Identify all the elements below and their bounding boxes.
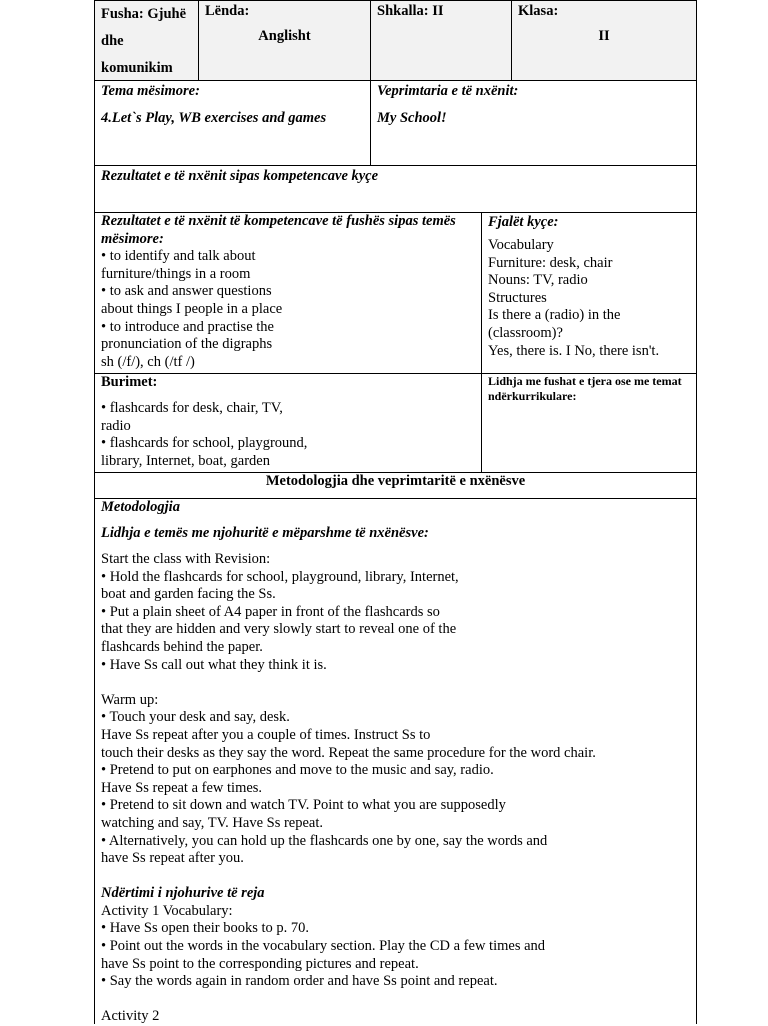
rezultat-line: • to ask and answer questions xyxy=(101,283,272,300)
rezultat-line: • to identify and talk about xyxy=(101,248,256,265)
rezultatet-fushes-cell xyxy=(95,213,482,373)
rezultatet-fushes-row xyxy=(95,213,696,374)
warmup-line: Have Ss repeat after you a couple of times. Instruct Ss to xyxy=(101,726,431,743)
burimet-row xyxy=(95,374,696,473)
lidhja-teme-title: Lidhja e temës me njohuritë e mëparshme të nxënësve: xyxy=(101,525,429,541)
veprimtaria-cell xyxy=(371,81,696,165)
klasa-value: II xyxy=(598,28,610,44)
fjalet-line: Nouns: TV, radio xyxy=(488,272,588,289)
rezultat-line: • to introduce and practise the xyxy=(101,318,274,335)
burimet-line: library, Internet, boat, garden xyxy=(101,452,270,469)
fusha-cell xyxy=(95,1,199,80)
rezultatet-fushes-title: Rezultatet e të nxënit të kompetencave të fushës sipas temës xyxy=(101,213,456,229)
fusha-line: komunikim xyxy=(101,60,173,76)
warmup-line: have Ss repeat after you. xyxy=(101,850,244,867)
burimet-line: • flashcards for school, playground, xyxy=(101,435,308,452)
lidhja-fushat-title: ndërkurrikulare: xyxy=(488,389,577,403)
activity-line: • Point out the words in the vocabulary section. Play the CD a few times and xyxy=(101,938,546,955)
revision-line: flashcards behind the paper. xyxy=(101,638,263,655)
tema-label: Tema mësimore: xyxy=(101,83,200,99)
fusha-line: dhe xyxy=(101,33,124,49)
metodologjia-body-cell xyxy=(95,499,696,1024)
veprimtaria-value: My School! xyxy=(377,110,447,126)
shkalla-cell xyxy=(371,1,512,80)
fjalet-line: Is there a (radio) in the xyxy=(488,307,621,324)
warmup-line: watching and say, TV. Have Ss repeat. xyxy=(101,814,324,831)
revision-line: • Put a plain sheet of A4 paper in front of the flashcards so xyxy=(101,603,440,620)
rezultat-line: pronunciation of the digraphs xyxy=(101,336,273,353)
warmup-line: • Touch your desk and say, desk. xyxy=(101,709,290,726)
warmup-line: Have Ss repeat a few times. xyxy=(101,779,263,796)
metodologjia-body-row xyxy=(95,499,696,1024)
metodologjia-header-row xyxy=(95,473,696,499)
metodologjia-header-cell xyxy=(95,473,696,498)
warmup-line: • Alternatively, you can hold up the flashcards one by one, say the words and xyxy=(101,832,548,849)
revision-line: Start the class with Revision: xyxy=(101,551,271,567)
activity-line: Activity 1 Vocabulary: xyxy=(101,902,233,919)
revision-line: boat and garden facing the Ss. xyxy=(101,586,276,603)
warmup-line: Warm up: xyxy=(101,691,159,708)
tema-value: 4.Let`s Play, WB exercises and games xyxy=(101,110,327,126)
metodologjia-title: Metodologjia xyxy=(101,499,180,515)
rezultatet-kyce-title: Rezultatet e të nxënit sipas kompetencave kyçe xyxy=(101,168,379,184)
lidhja-fushat-title: Lidhja me fushat e tjera ose me temat xyxy=(488,374,682,388)
rezultat-line: furniture/things in a room xyxy=(101,265,251,282)
warmup-line: • Pretend to sit down and watch TV. Point to what you are supposedly xyxy=(101,797,506,814)
rezultatet-fushes-title: mësimore: xyxy=(101,230,164,247)
shkalla-label: Shkalla: II xyxy=(377,3,444,19)
fjalet-line: Vocabulary xyxy=(488,237,554,253)
activity-cut-line: Activity 2 xyxy=(101,1008,160,1025)
rezultat-line: sh (/f/), ch (/tf /) xyxy=(101,353,195,370)
fjalet-kyce-cell xyxy=(482,213,696,373)
header-row xyxy=(95,0,696,81)
ndertimi-title: Ndërtimi i njohurive të reja xyxy=(101,885,265,902)
klasa-cell xyxy=(512,1,696,80)
burimet-cell xyxy=(95,374,482,472)
fjalet-line: Structures xyxy=(488,289,547,306)
burimet-line: radio xyxy=(101,417,131,434)
revision-line: • Have Ss call out what they think it is. xyxy=(101,656,327,673)
activity-line: • Have Ss open their books to p. 70. xyxy=(101,920,310,937)
rezultatet-kyce-row xyxy=(95,166,696,213)
tema-row xyxy=(95,81,696,166)
lidhja-fushat-cell xyxy=(482,374,696,472)
lesson-plan-document xyxy=(94,0,697,1024)
lenda-value: Anglisht xyxy=(258,28,311,44)
warmup-line: touch their desks as they say the word. Repeat the same procedure for the word chair. xyxy=(101,744,596,761)
tema-cell xyxy=(95,81,371,165)
rezultatet-kyce-cell xyxy=(95,166,696,212)
fjalet-line: Furniture: desk, chair xyxy=(488,254,613,271)
fjalet-line: (classroom)? xyxy=(488,324,563,341)
burimet-line: • flashcards for desk, chair, TV, xyxy=(101,400,283,416)
revision-line: that they are hidden and very slowly start to reveal one of the xyxy=(101,621,457,638)
fjalet-kyce-title: Fjalët kyçe: xyxy=(488,214,559,230)
activity-line: • Say the words again in random order and have Ss point and repeat. xyxy=(101,973,498,990)
klasa-label: Klasa: xyxy=(518,3,559,19)
metodologjia-header: Metodologjia dhe veprimtaritë e nxënësve xyxy=(265,473,526,489)
fusha-line: Fusha: Gjuhë xyxy=(101,6,187,22)
warmup-line: • Pretend to put on earphones and move to the music and say, radio. xyxy=(101,762,494,779)
rezultat-line: about things I people in a place xyxy=(101,300,283,317)
burimet-title: Burimet: xyxy=(101,374,158,390)
fjalet-line: Yes, there is. I No, there isn't. xyxy=(488,342,660,359)
lenda-cell xyxy=(199,1,371,80)
activity-line: have Ss point to the corresponding pictures and repeat. xyxy=(101,955,419,972)
veprimtaria-label: Veprimtaria e të nxënit: xyxy=(377,83,519,99)
revision-line: • Hold the flashcards for school, playground, library, Internet, xyxy=(101,568,459,585)
lenda-label: Lënda: xyxy=(205,3,250,19)
